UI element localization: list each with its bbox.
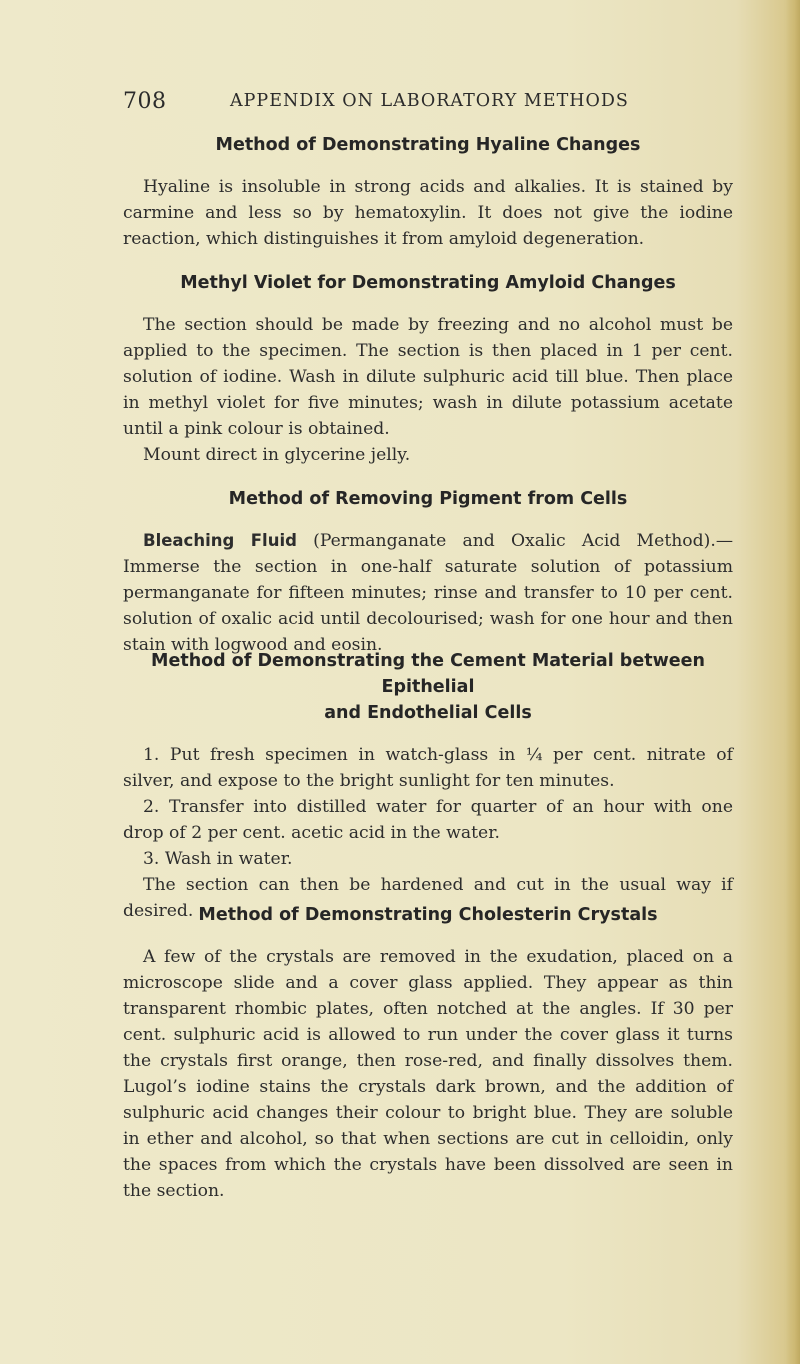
paragraph: The section can then be hardened and cut in the usual way if desired.: [123, 875, 733, 921]
list-item: 3. Wash in water.: [143, 849, 293, 869]
page-edge-shadow: [786, 0, 800, 1364]
running-title: APPENDIX ON LABORATORY METHODS: [230, 91, 629, 111]
section-heading: [123, 648, 733, 726]
section-heading: Methyl Violet for Demonstrating Amyloid Changes: [180, 273, 676, 293]
section-heading: Method of Demonstrating Cholesterin Crystals: [198, 905, 658, 925]
section-heading: Method of Demonstrating Hyaline Changes: [215, 135, 641, 155]
section-heading-line1: Method of Demonstrating the Cement Material between Epithelial: [151, 651, 705, 697]
list-item: 2. Transfer into distilled water for quarter of an hour with one drop of 2 per cent. acetic acid in the water.: [123, 797, 733, 843]
paragraph: A few of the crystals are removed in the exudation, placed on a microscope slide and a cover glass applied. They appear as thin transparent rhombic plates, often notched at the angles. If 30 per cent. sulphuric acid is allowed to run under the cover glass it turns the crystals first orange, then rose-red, and finally dissolves them. Lugol’s iodine stains the crystals dark brown, and the addition of sulphuric acid changes their colour to bright blue. They are soluble in ether and alcohol, so that when sections are cut in celloidin, only the spaces from which the crystals have been dissolved are seen in the section.: [123, 947, 733, 1201]
run-in-heading: Bleaching Fluid: [143, 531, 297, 550]
section-amyloid: [123, 270, 733, 468]
section-cement-material: [123, 648, 733, 924]
section-cholesterin: [123, 902, 733, 1204]
running-header: [123, 89, 733, 119]
paragraph: Mount direct in glycerine jelly.: [143, 445, 411, 465]
section-pigment: [123, 486, 733, 658]
paragraph: [123, 528, 733, 658]
paragraph-text: (Permanganate and Oxalic Acid Method).—Immerse the section in one-half saturate solution of potassium permanganate for fifteen minutes; rinse and transfer to 10 per cent. solution of oxalic acid until decolourised; wash for one hour and then stain with logwood and eosin.: [123, 531, 734, 655]
list-item: 1. Put fresh specimen in watch-glass in ¼ per cent. nitrate of silver, and expose to the bright sunlight for ten minutes.: [123, 745, 733, 791]
paragraph: The section should be made by freezing and no alcohol must be applied to the specimen. The section is then placed in 1 per cent. solution of iodine. Wash in dilute sulphuric acid till blue. Then place in methyl violet for five minutes; wash in dilute potassium acetate until a pink colour is obtained.: [123, 315, 733, 439]
page-number: 708: [123, 89, 167, 114]
section-hyaline: [123, 132, 733, 252]
paragraph: Hyaline is insoluble in strong acids and alkalies. It is stained by carmine and less so by hematoxylin. It does not give the iodine reaction, which distinguishes it from amyloid degeneration.: [123, 177, 733, 249]
section-heading-line2: and Endothelial Cells: [324, 703, 532, 723]
section-heading: Method of Removing Pigment from Cells: [228, 489, 628, 509]
